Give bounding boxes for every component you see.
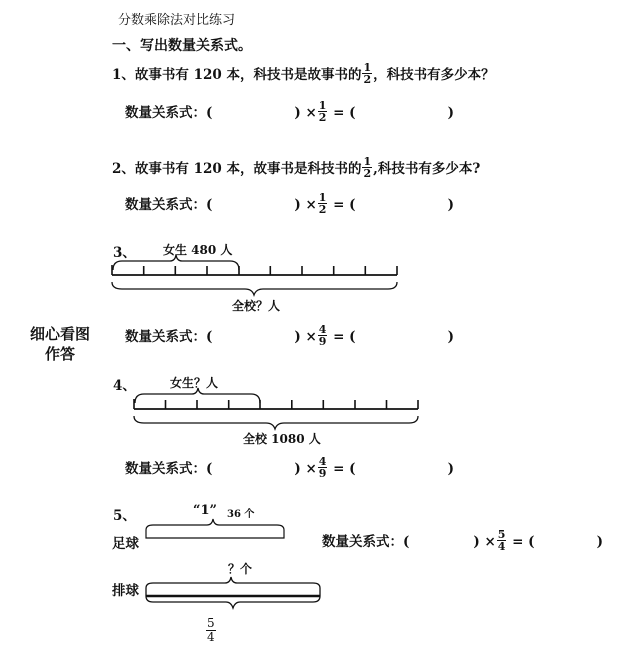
relation-2: 数量关系式：( ) × $\frac{1}{2}$ = ( ) (125, 191, 454, 216)
question-3-number: 3、 (113, 245, 136, 261)
worksheet-title: 分数乘除法对比练习 (118, 13, 236, 28)
relation-1: 数量关系式：( ) × $\frac{1}{2}$ = ( ) (125, 99, 454, 124)
fraction: $\frac{4}{9}$ (318, 455, 327, 480)
fraction: $\frac{5}{4}$ (497, 528, 506, 553)
fraction: $\frac{1}{2}$ (318, 191, 327, 216)
question-5-number: 5、 (113, 508, 136, 524)
volleyball-label: 排球 (112, 583, 139, 599)
question-1-prefix: 1、故事书有 120 本，科技书是故事书的 (112, 67, 362, 83)
fraction: $\frac{1}{2}$ (363, 155, 372, 180)
question-1-suffix: ，科技书有多少本？ (373, 67, 495, 83)
fraction: $\frac{1}{2}$ (318, 99, 327, 124)
girls-label: 女生？人 (170, 376, 219, 390)
unit-one-label: “1” (193, 503, 218, 518)
football-count: 36 个 (227, 509, 255, 520)
section-heading: 一、写出数量关系式。 (112, 38, 252, 54)
fraction: $\frac{1}{2}$ (363, 61, 372, 86)
volleyball-fraction: $\frac{5}{4}$ (207, 616, 215, 644)
relation-3: 数量关系式：( ) × $\frac{4}{9}$ = ( ) (125, 323, 454, 348)
question-2: 2、故事书有 120 本，故事书是科技书的 $\frac{1}{2}$ ,科技书有多少本? (112, 155, 481, 180)
volleyball-count: ？个 (228, 562, 253, 576)
side-note: 细心看图 作答 (30, 325, 91, 363)
football-label: 足球 (112, 536, 139, 552)
relation-4: 数量关系式：( ) × $\frac{4}{9}$ = ( ) (125, 455, 454, 480)
school-total-label: 全校？人 (232, 299, 281, 313)
school-total-label: 全校 1080 人 (243, 432, 321, 446)
fraction: $\frac{4}{9}$ (318, 323, 327, 348)
question-4-number: 4、 (113, 378, 136, 394)
girls-label: 女生 480 人 (163, 243, 233, 257)
relation-5: 数量关系式：( ) × $\frac{5}{4}$ = ( ) (322, 528, 603, 553)
